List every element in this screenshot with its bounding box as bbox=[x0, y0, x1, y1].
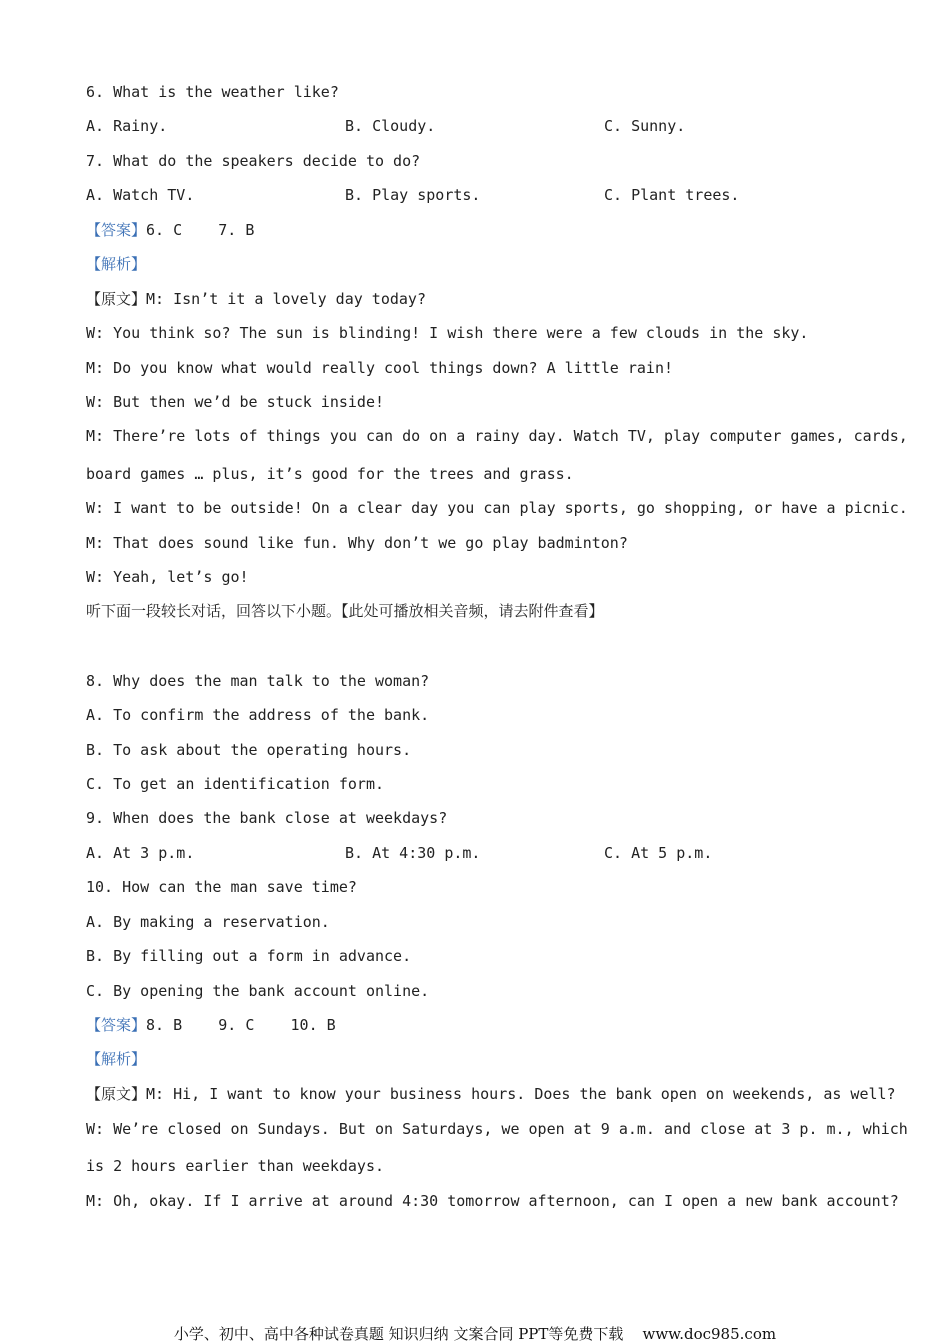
q6-option-c: C. Sunny. bbox=[604, 117, 686, 135]
transcript-line: M: Do you know what would really cool things down? A little rain! bbox=[86, 359, 673, 377]
analysis-tag: 【解析】 bbox=[86, 255, 147, 273]
answer-text: 8. B 9. C 10. B bbox=[146, 1016, 336, 1034]
q7-option-a: A. Watch TV. bbox=[86, 186, 195, 204]
question-10: 10. How can the man save time? bbox=[86, 878, 357, 896]
question-8: 8. Why does the man talk to the woman? bbox=[86, 672, 430, 690]
q10-option-c: C. By opening the bank account online. bbox=[86, 982, 430, 1000]
q9-option-b: B. At 4:30 p.m. bbox=[345, 844, 481, 862]
transcript-tag: 【原文】 bbox=[86, 290, 147, 308]
transcript-tag: 【原文】 bbox=[86, 1085, 147, 1103]
transcript-2-first bbox=[86, 1084, 896, 1104]
transcript-line: M: Hi, I want to know your business hours. Does the bank open on weekends, as well? bbox=[146, 1085, 896, 1103]
transcript-line: M: Oh, okay. If I arrive at around 4:30 tomorrow afternoon, can I open a new bank account? bbox=[86, 1192, 899, 1210]
q8-option-a: A. To confirm the address of the bank. bbox=[86, 706, 430, 724]
analysis-line-1 bbox=[86, 254, 146, 274]
answer-tag: 【答案】 bbox=[86, 221, 147, 239]
transcript-1-first bbox=[86, 289, 426, 309]
answer-line-1 bbox=[86, 220, 254, 240]
transcript-line: M: That does sound like fun. Why don’t we go play badminton? bbox=[86, 534, 628, 552]
analysis-line-2 bbox=[86, 1049, 146, 1069]
answer-text: 6. C 7. B bbox=[146, 221, 255, 239]
transcript-line: M: There’re lots of things you can do on a rainy day. Watch TV, play computer games, cards, bbox=[86, 427, 908, 445]
question-6: 6. What is the weather like? bbox=[86, 83, 339, 101]
q6-option-a: A. Rainy. bbox=[86, 117, 168, 135]
listening-instruction: 听下面一段较长对话，回答以下小题。【此处可播放相关音频，请去附件查看】 bbox=[86, 602, 604, 620]
transcript-line: is 2 hours earlier than weekdays. bbox=[86, 1157, 385, 1175]
q10-option-a: A. By making a reservation. bbox=[86, 913, 330, 931]
q9-option-a: A. At 3 p.m. bbox=[86, 844, 195, 862]
answer-tag: 【答案】 bbox=[86, 1016, 147, 1034]
q9-option-c: C. At 5 p.m. bbox=[604, 844, 713, 862]
question-7: 7. What do the speakers decide to do? bbox=[86, 152, 421, 170]
question-9: 9. When does the bank close at weekdays? bbox=[86, 809, 448, 827]
q8-option-c: C. To get an identification form. bbox=[86, 775, 385, 793]
answer-line-2 bbox=[86, 1015, 336, 1035]
q8-option-b: B. To ask about the operating hours. bbox=[86, 741, 412, 759]
transcript-line: board games … plus, it’s good for the trees and grass. bbox=[86, 465, 574, 483]
q10-option-b: B. By filling out a form in advance. bbox=[86, 947, 412, 965]
transcript-line: W: But then we’d be stuck inside! bbox=[86, 393, 385, 411]
q7-option-b: B. Play sports. bbox=[345, 186, 481, 204]
transcript-line: W: You think so? The sun is blinding! I wish there were a few clouds in the sky. bbox=[86, 324, 809, 342]
transcript-line: W: I want to be outside! On a clear day you can play sports, go shopping, or have a picnic. bbox=[86, 499, 908, 517]
transcript-line: W: We’re closed on Sundays. But on Saturdays, we open at 9 a.m. and close at 3 p. m., which bbox=[86, 1120, 908, 1138]
q6-option-b: B. Cloudy. bbox=[345, 117, 436, 135]
page-footer: 小学、初中、高中各种试卷真题 知识归纳 文案合同 PPT等免费下载 www.doc985.com bbox=[173, 1325, 777, 1343]
q7-option-c: C. Plant trees. bbox=[604, 186, 740, 204]
transcript-line: M: Isn’t it a lovely day today? bbox=[146, 290, 426, 308]
transcript-line: W: Yeah, let’s go! bbox=[86, 568, 249, 586]
analysis-tag: 【解析】 bbox=[86, 1050, 147, 1068]
